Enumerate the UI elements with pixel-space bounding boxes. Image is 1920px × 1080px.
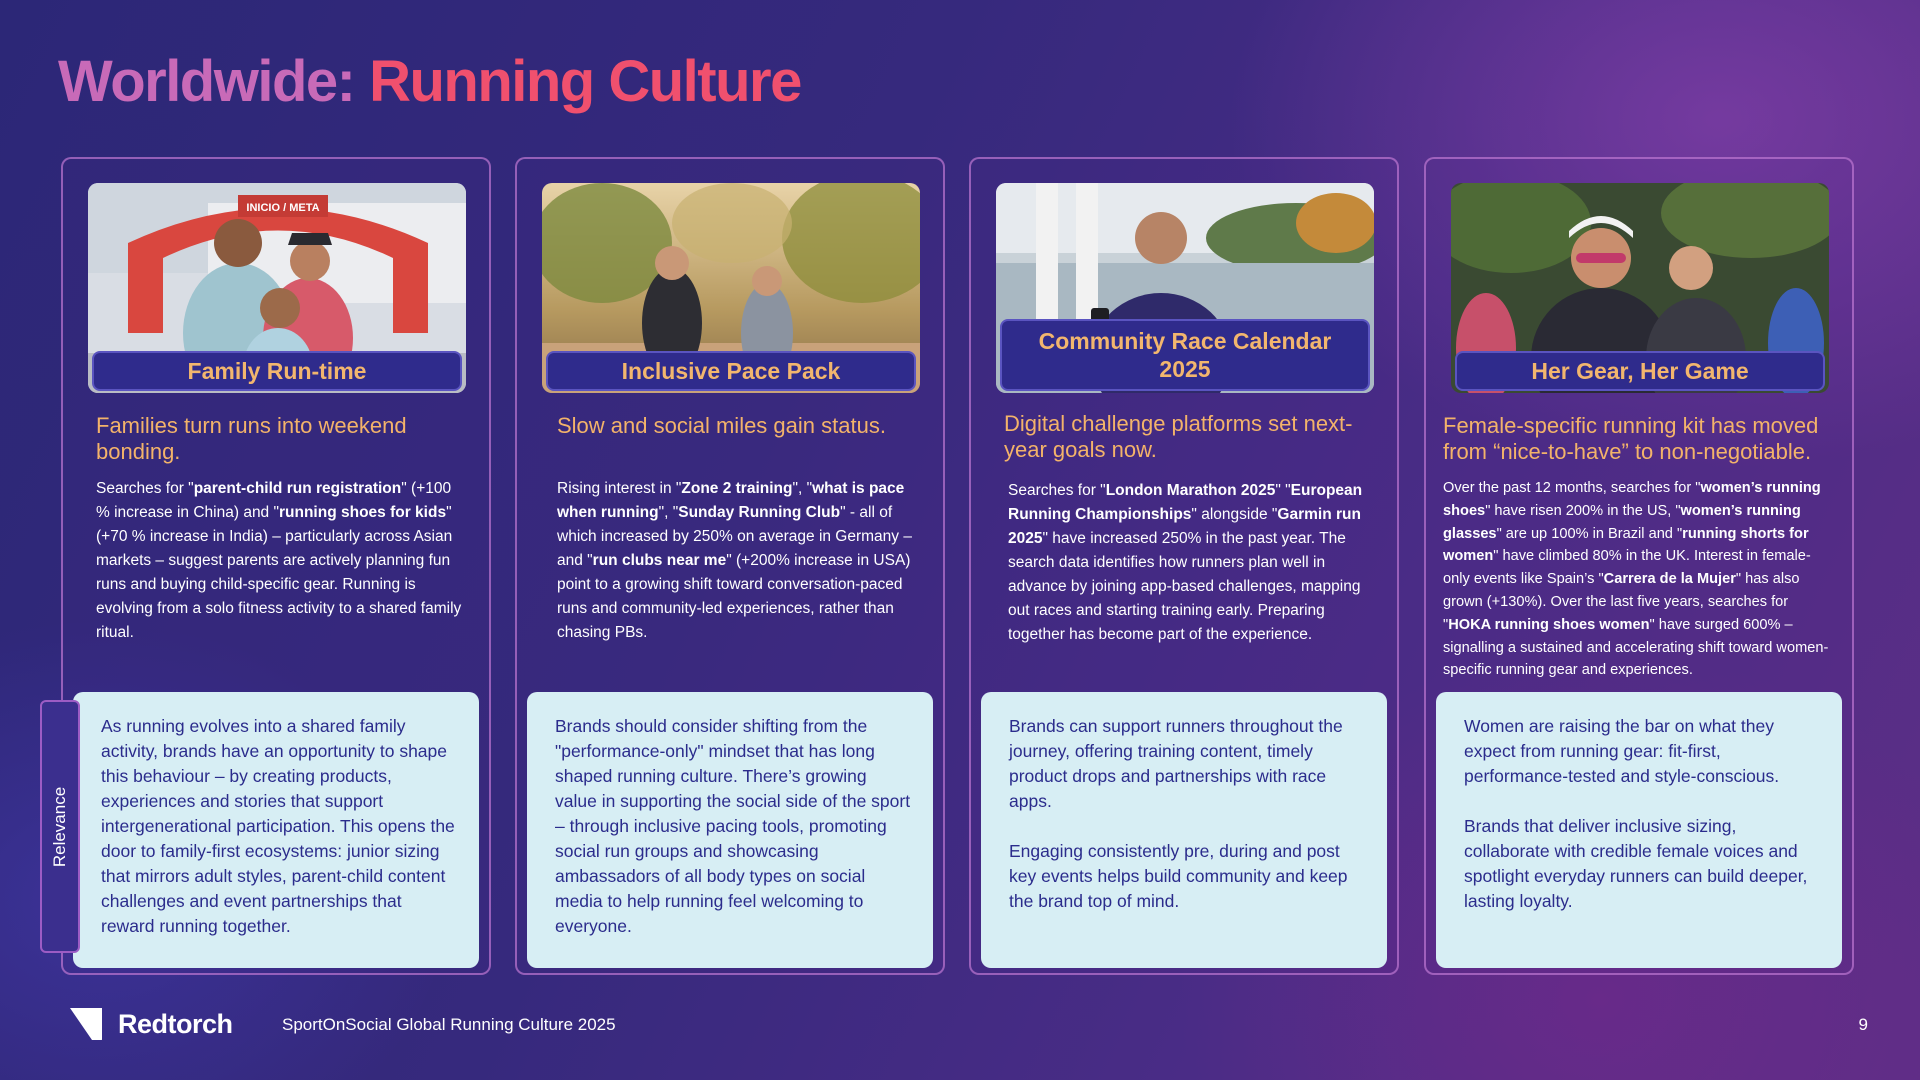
logo-text: Redtorch <box>118 1008 233 1039</box>
body-text: " are up 100% in Brazil and " <box>1496 525 1683 542</box>
page-title <box>58 48 801 115</box>
card-subhead: Female-specific running kit has moved from “nice-to-have” to non-negotiable. <box>1443 413 1819 464</box>
relevance-tab <box>40 700 80 953</box>
body-text: " (+200% increase in USA) point to a growing shift toward conversation-paced runs and community-led experiences, rather than chasing PBs. <box>557 552 911 641</box>
redtorch-logo <box>70 1008 233 1040</box>
relevance-paragraph: Brands should consider shifting from the "performance-only" mindset that has long shaped running culture. There’s growing value in supporting the social side of the sport – through inclusive pacing tools, promoting social run groups and showcasing ambassadors of all body types on social media to help running feel welcoming to everyone. <box>555 716 911 936</box>
card-label: Inclusive Pace Pack <box>546 351 916 391</box>
card-body <box>557 477 921 645</box>
body-text: " (+100 % increase in China) and " <box>96 480 452 521</box>
body-highlight: London Marathon 2025 <box>1105 482 1276 499</box>
body-text: " has also grown (+130%). Over the last five years, searches for " <box>1443 571 1800 633</box>
card-photo <box>1451 183 1829 393</box>
relevance-box <box>981 692 1387 968</box>
card-subhead: Families turn runs into weekend bonding. <box>96 413 407 464</box>
body-highlight: Garmin run 2025 <box>1008 506 1361 547</box>
body-highlight: women’s running glasses <box>1443 502 1801 542</box>
redtorch-logo-icon <box>70 1008 102 1040</box>
body-highlight: running shoes for kids <box>279 504 447 521</box>
card-body <box>1443 477 1832 682</box>
card-body <box>1008 479 1375 647</box>
body-text: " have risen 200% in the US, " <box>1485 502 1681 519</box>
title-part-2: Running Culture <box>369 49 801 114</box>
card-label: Family Run-time <box>92 351 462 391</box>
relevance-box <box>527 692 933 968</box>
body-highlight: Zone 2 training <box>681 480 793 497</box>
body-text: ", " <box>792 480 813 497</box>
card-subhead: Slow and social miles gain status. <box>557 413 886 438</box>
body-text: " have increased 250% in the past year. The search data identifies how runners plan well in advance by joining app-based challenges, mapping out races and starting training early. Preparing together has become part of the experience. <box>1008 530 1361 643</box>
relevance-label: Relevance <box>50 786 70 867</box>
relevance-paragraph: As running evolves into a shared family activity, brands have an opportunity to shape this behaviour – by creating products, experiences and stories that support intergenerational participation. This opens the door to family-first ecosystems: junior sizing that mirrors adult styles, parent-child content challenges and event partnerships that reward running together. <box>101 716 455 936</box>
card-label: Community Race Calendar 2025 <box>1000 319 1370 391</box>
body-highlight: European Running Championships <box>1008 482 1363 523</box>
card-her-gear-her-game <box>1424 157 1854 975</box>
body-text: Searches for " <box>96 480 194 497</box>
relevance-paragraph: Women are raising the bar on what they expect from running gear: fit-first, performance-tested and style-conscious. <box>1464 716 1780 786</box>
footer-caption: SportOnSocial Global Running Culture 2025 <box>282 1015 616 1034</box>
body-text: " have surged 600% – signalling a sustained and accelerating shift toward women-specific running gear and experiences. <box>1443 616 1829 679</box>
body-highlight: Carrera de la Mujer <box>1603 571 1736 588</box>
body-text: Rising interest in " <box>557 480 682 497</box>
body-text: ", " <box>658 504 679 521</box>
relevance-box <box>1436 692 1842 968</box>
relevance-paragraph: Engaging consistently pre, during and post key events helps build community and keep the brand top of mind. <box>1009 841 1348 911</box>
body-text: " alongside " <box>1191 506 1278 523</box>
card-inclusive-pace-pack <box>515 157 945 975</box>
body-highlight: HOKA running shoes women <box>1448 616 1650 633</box>
card-body <box>96 477 467 645</box>
body-text: " have climbed 80% in the UK. Interest in female-only events like Spain’s " <box>1443 548 1811 588</box>
page-number: 9 <box>1858 1015 1868 1034</box>
body-text: " " <box>1275 482 1291 499</box>
body-highlight: parent-child run registration <box>193 480 402 497</box>
body-highlight: Sunday Running Club <box>678 504 841 521</box>
body-text: Over the past 12 months, searches for " <box>1443 480 1701 496</box>
relevance-paragraph: Brands can support runners throughout the journey, offering training content, timely product drops and partnerships with race apps. <box>1009 716 1343 811</box>
body-highlight: run clubs near me <box>592 552 727 569</box>
relevance-box <box>73 692 479 968</box>
arch-sign-text: INICIO / META <box>246 202 320 214</box>
card-photo <box>542 183 920 393</box>
body-highlight: what is pace when running <box>557 480 905 521</box>
body-text: Searches for " <box>1008 482 1106 499</box>
body-highlight: running shorts for women <box>1443 525 1809 565</box>
card-community-race-calendar <box>969 157 1399 975</box>
body-text: " - all of which increased by 250% on average in Germany – and " <box>557 504 912 569</box>
card-family-run-time <box>61 157 491 975</box>
card-subhead: Digital challenge platforms set next-year goals now. <box>1004 411 1353 462</box>
card-photo <box>996 183 1374 393</box>
card-label: Her Gear, Her Game <box>1455 351 1825 391</box>
title-part-1: Worldwide: <box>58 49 355 114</box>
body-text: " (+70 % increase in India) – particularly across Asian markets – suggest parents are actively planning fun runs and buying child-specific gear. Running is evolving from a solo fitness activity to a shared family ritual. <box>96 504 462 641</box>
body-highlight: women’s running shoes <box>1443 480 1821 519</box>
relevance-paragraph: Brands that deliver inclusive sizing, collaborate with credible female voices and spotlight everyday runners can build deeper, lasting loyalty. <box>1464 816 1808 911</box>
card-photo <box>88 183 466 393</box>
